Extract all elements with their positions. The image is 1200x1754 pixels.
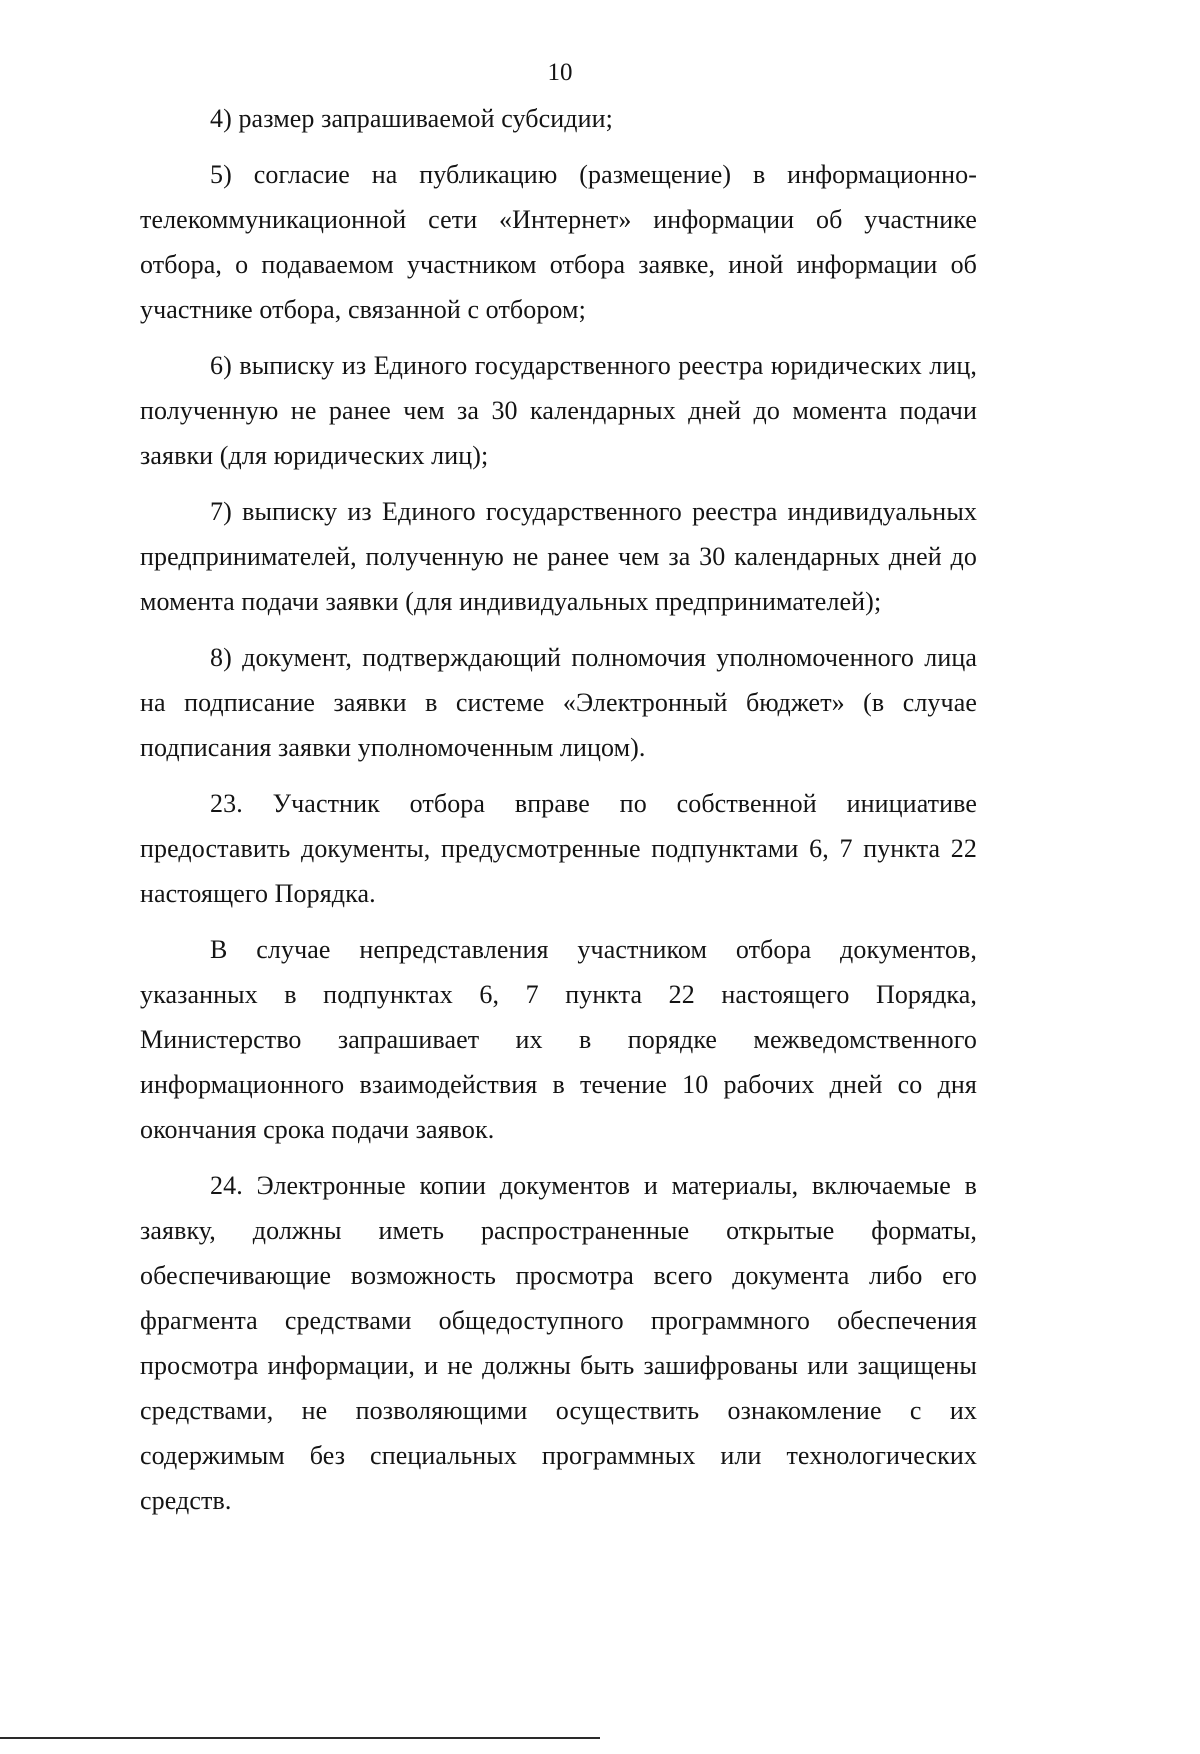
paragraph-item-8: 8) документ, подтверждающий полномочия уполномоченного лица на подписание заявки в системе «Электронный бюджет» (в случае подписания заявки уполномоченным лицом). [140, 643, 977, 762]
paragraph-item-7: 7) выписку из Единого государственного реестра индивидуальных предпринимателей, полученную не ранее чем за 30 календарных дней до момента подачи заявки (для индивидуальных предпринимателей); [140, 497, 977, 616]
document-body [140, 96, 977, 1523]
paragraph-item-5: 5) согласие на публикацию (размещение) в информационно-телекоммуникационной сети «Интернет» информации об участнике отбора, о подаваемом участником отбора заявке, иной информации об участнике отбора, связанной с отбором; [140, 160, 977, 324]
paragraph-item-6: 6) выписку из Единого государственного реестра юридических лиц, полученную не ранее чем за 30 календарных дней до момента подачи заявки (для юридических лиц); [140, 351, 977, 470]
paragraph-clause-23: 23. Участник отбора вправе по собственной инициативе предоставить документы, предусмотренные подпунктами 6, 7 пункта 22 настоящего Порядка. [140, 789, 977, 908]
bottom-scan-edge [0, 1737, 600, 1739]
paragraph-clause-24: 24. Электронные копии документов и материалы, включаемые в заявку, должны иметь распространенные открытые форматы, обеспечивающие возможность просмотра всего документа либо его фрагмента средствами общедоступного программного обеспечения просмотра информации, и не должны быть зашифрованы или защищены средствами, не позволяющими осуществить ознакомление с их содержимым без специальных программных или технологических средств. [140, 1171, 977, 1515]
paragraph-item-4: 4) размер запрашиваемой субсидии; [210, 104, 613, 133]
paragraph-clause-23-cont: В случае непредставления участником отбора документов, указанных в подпунктах 6, 7 пункта 22 настоящего Порядка, Министерство запрашивает их в порядке межведомственного информационного взаимодействия в течение 10 рабочих дней со дня окончания срока подачи заявок. [140, 935, 977, 1144]
page-number: 10 [547, 59, 573, 86]
